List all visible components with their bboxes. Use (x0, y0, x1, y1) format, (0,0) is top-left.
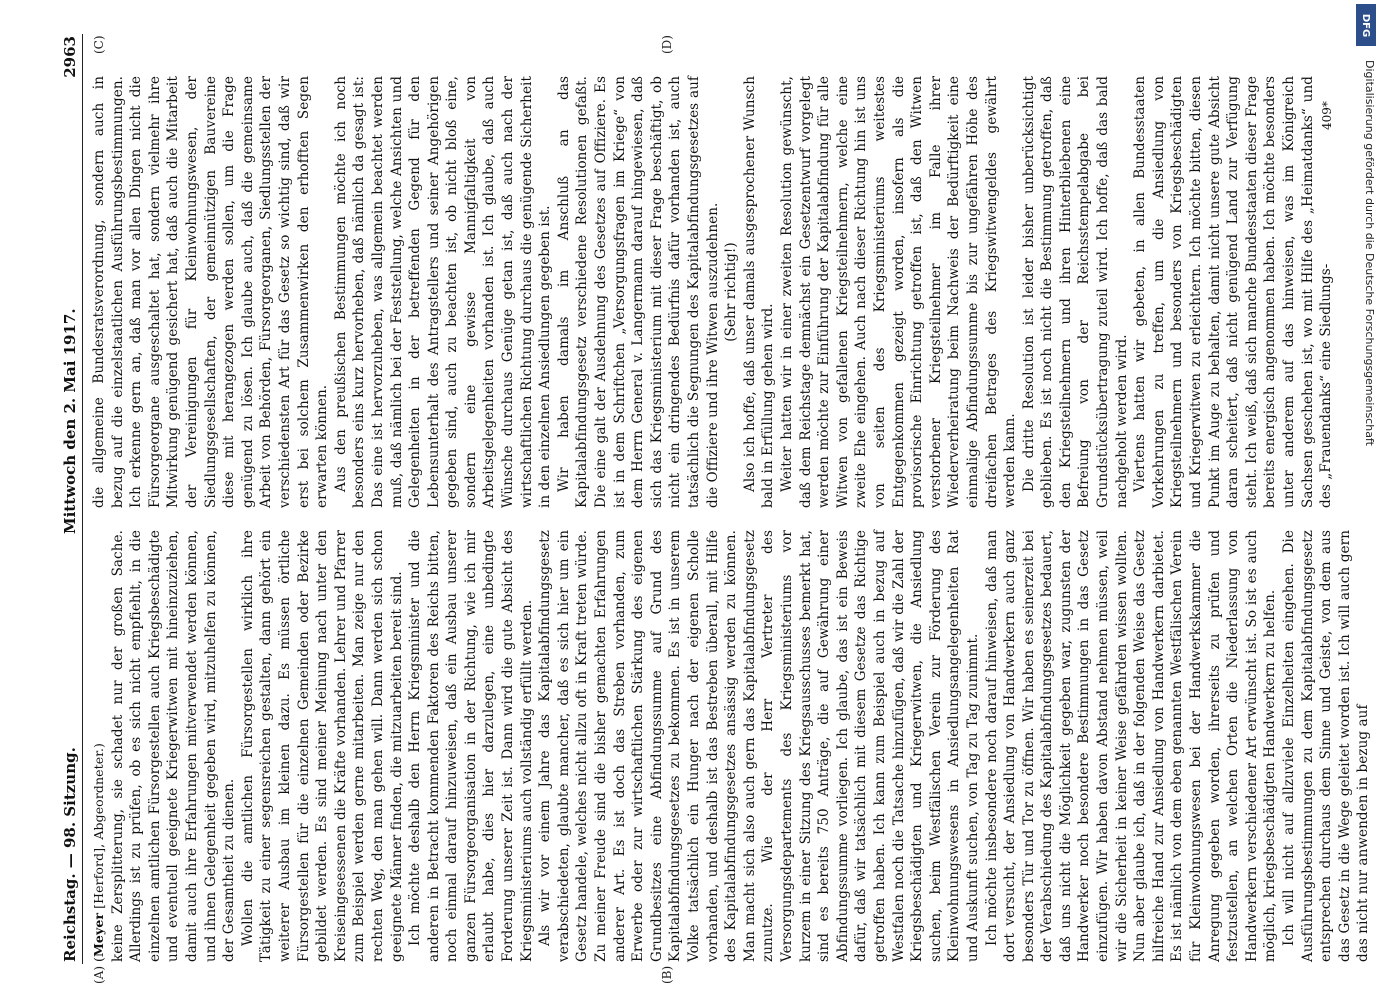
paragraph: Ich möchte deshalb den Herrn Kriegsminister und die anderen in Betracht kommenden Faktoren des Reichs bitten, noch einmal darauf hinzuweisen, daß ein Ausbau unserer ganzen Fürsorgeorganisation in der Richtung, wie ich mir erlaubt habe, dies hier darzulegen, eine unbedingte Forderung unserer Zeit ist. Dann wird die gute Absicht des Kriegsministeriums auch vollständig erfüllt werden. (407, 530, 535, 962)
paragraph: Also ich hoffe, daß unser damals ausgesprochener Wunsch bald in Erfüllung gehen wird. (741, 76, 777, 508)
paragraph: Wollen die amtlichen Fürsorgestellen wirklich ihre Tätigkeit zu einer segensreichen gestalten, dann gehört ein weiterer Ausbau im kleinen dazu. Es müssen örtliche Fürsorgestellen für die einzelnen Gemeinden oder Bezirke gebildet werden. Es sind meiner Meinung nach unter den Kreiseingesessenen die Kräfte vorhanden. Lehrer und Pfarrer zum Beispiel werden gerne mitarbeiten. Man zeige nur den rechten Weg, den man gehen will. Dann werden sich schon geeignete Männer finden, die mitzuarbeiten bereit sind. (239, 530, 405, 962)
signature-mark: 409* (1320, 101, 1334, 130)
paragraph: die allgemeine Bundesratsverordnung, sondern auch in bezug auf die einzelstaatlichen Ausführungsbestimmungen. Ich erkenne gern an, daß man vor allen Dingen nicht die Fürsorgeorgane ausgeschaltet hat, sondern vielmehr ihre Mitwirkung genügend gesichert hat, daß auch die Mitarbeit der Vereinigungen für Kleinwohnungswesen, der Siedlungsgesellschaften, der gemeinnützigen Bauvereine diese mit herangezogen werden sollen, um die Frage genügend zu lösen. Ich glaube auch, daß die gemeinsame Arbeit von Behörden, Fürsorgeorganen, Siedlungsstellen der verschiedensten Art für das Gesetz so wichtig sind, daß wir erst bei solchem Zusammenwirken den erhofften Segen erwarten können. (91, 76, 331, 508)
speaker-name: Meyer (91, 912, 106, 958)
margin-marker-a: (A) (92, 965, 106, 984)
speaker-line: (Meyer [Herford], Abgeordneter.) (91, 742, 106, 962)
paragraph: Als wir vor einem Jahre das Kapitalabfindungsgesetz verabschiedeten, glaubte mancher, daß es sich hier um ein Gesetz handele, welches nicht allzu oft in Kraft treten würde. Zu meiner Freude sind die bisher gemachten Erfahrungen anderer Art. Es ist doch das Streben vorhanden, zum Erwerbe oder zur wirtschaftlichen Stärkung des eigenen Grundbesitzes eine Abfindungssumme auf Grund des Kapitalabfindungsgesetzes zu bekommen. Es ist in unserem Volke tatsächlich ein Hunger nach der eigenen Scholle vorhanden, und deshalb ist das Bestreben überall, mit Hilfe des Kapitalabfindungsgesetzes ansässig werden zu können. Man macht sich also auch gern das Kapitalabfindungsgesetz zunutze. Wie der Herr Vertreter des Versorgungsdepartements des Kriegsministeriums vor kurzem in einer Sitzung des Kriegsausschusses bemerkt hat, sind es bereits 750 Anträge, die auf Gewährung einer Abfindungssumme vorliegen. Ich glaube, das ist ein Beweis dafür, daß wir tatsächlich mit diesem Gesetze das Richtige getroffen haben. Ich kann zum Beispiel auch in bezug auf Westfalen noch die Tatsache hinzufügen, daß wir die Zahl der Kriegsbeschädigten und Kriegerwitwen, die Ansiedlung suchen, beim Westfälischen Verein zur Förderung des Kleinwohnungswesens in Ansiedlungsangelegenheiten Rat und Auskunft suchen, von Tag zu Tag zunimmt. (537, 530, 981, 962)
margin-marker-b: (B) (660, 965, 674, 984)
margin-marker-d: (D) (660, 35, 674, 54)
dfg-logo-text: DFG (1360, 13, 1372, 37)
page-number: 2963 (61, 36, 79, 78)
left-column (90, 530, 1373, 962)
header-date: Mittwoch den 2. Mai 1917. (61, 308, 79, 534)
paragraph: Ich möchte insbesondere noch darauf hinweisen, daß man dort versucht, der Ansiedlung von Handwerkern auch ganz besonders Tür und Tor zu öffnen. Wir haben es seinerzeit bei der Verabschiedung des Kapitalabfindungsgesetzes bedauert, daß uns nicht die Möglichkeit gegeben war, zugunsten der Handwerker noch besondere Bestimmungen in das Gesetz einzufügen. Wir haben davon Abstand nehmen müssen, weil wir die Sicherheit in keiner Weise gefährden wissen wollten. Nun aber glaube ich, daß in der folgenden Weise das Gesetz hilfreiche Hand zur Ansiedlung von Handwerkern darbietet. Es ist nämlich von dem eben genannten Westfälischen Verein für Kleinwohnungswesen bei der Handwerkskammer die Anregung gegeben worden, ihrerseits zu prüfen und festzustellen, an welchen Orten die Niederlassung von Handwerkern verschiedener Art erwünscht ist. So ist es auch möglich, kriegsbeschädigten Handwerkern zu helfen. (983, 530, 1279, 962)
paragraph: Die dritte Resolution ist leider bisher unberücksichtigt geblieben. Es ist noch nicht die Bestimmung getroffen, daß den Kriegsteilnehmern und ihren Hinterbliebenen eine Befreiung von der Reichsstempelabgabe bei Grundstücksübertragung zuteil wird. Ich hoffe, daß das bald nachgeholt werden wird. (1020, 76, 1130, 508)
header-session: Reichstag. — 98. Sitzung. (61, 747, 79, 962)
speaker-detail: [Herford], Abgeordneter.) (91, 742, 106, 909)
margin-marker-c: (C) (92, 35, 106, 54)
page-header (56, 34, 83, 964)
right-column (90, 76, 1336, 508)
paragraph: Ich will nicht auf allzuviele Einzelheiten eingehen. Die Ausführungsbestimmungen zu dem Kapitalabfindungsgesetz entsprechen durchaus dem Sinne und Geiste, von dem aus das Gesetz in die Wege geleitet worden ist. Ich will auch gern das nicht nur anwenden in bezug auf (1281, 530, 1372, 962)
dfg-credit-text: Digitalisierung gefördert durch die Deutsche Forschungsgemeinschaft (1363, 60, 1376, 446)
paragraph: Weiter hatten wir in einer zweiten Resolution gewünscht, daß dem Reichstage demnächst ein Gesetzentwurf vorgelegt werden möchte zur Einführung der Kapitalabfindung für alle Witwen von gefallenen Kriegsteilnehmern, welche eine zweite Ehe eingehen. Auch nach dieser Richtung hin ist uns von seiten des Kriegsministeriums weitestes Entgegenkommen gezeigt worden, insofern als die provisorische Einrichtung getroffen ist, daß den Witwen verstorbener Kriegsteilnehmer im Falle ihrer Wiederverheiratung beim Nachweis der Bedürftigkeit eine einmalige Abfindungssumme bis zur ungefähren Höhe des dreifachen Betrages des Kriegswitwengeldes gewährt werden kann. (778, 76, 1019, 508)
interjection: (Sehr richtig!) (723, 242, 740, 342)
paragraph: keine Zersplitterung, sie schadet nur der großen Sache. Allerdings ist zu prüfen, ob es sich nicht empfiehlt, in die einzelnen amtlichen Fürsorgestellen auch Kriegsbeschädigte und eventuell geeignete Kriegerwitwen mit hineinzuziehen, damit auch ihre Erfahrungen mitverwendet werden können, und ihnen Gelegenheit gegeben wird, mitzuhelfen zu können, der Gesamtheit zu dienen. (109, 530, 238, 962)
paragraph: Aus den preußischen Bestimmungen möchte ich noch besonders eins kurz hervorheben, daß nämlich da gesagt ist: Das eine ist hervorzuheben, was allgemein beachtet werden muß, daß nämlich bei der Feststellung, welche Ansichten und Gelegenheiten in der betreffenden Gegend für den Lebensunterhalt des Antragstellers und seiner Angehörigen gegeben sind, auch zu beachten ist, ob nicht bloß eine, sondern eine gewisse Mannigfaltigkeit von Arbeitsgelegenheiten vorhanden ist. Ich glaube, daß auch Wünsche durchaus Genüge getan ist, daß auch nach der wirtschaftlichen Richtung durchaus die genügende Sicherheit in den einzelnen Ansiedlungen gegeben ist. (332, 76, 554, 508)
paragraph: Viertens hatten wir gebeten, in allen Bundesstaaten Vorkehrungen zu treffen, um die Ansiedlung von Kriegsteilnehmern und besonders von Kriegsbeschädigten und Kriegerwitwen zu erleichtern. Ich möchte bitten, diesen Punkt im Auge zu behalten, damit nicht unsere gute Absicht daran scheitert, daß nicht genügend Land zur Verfügung steht. Ich weiß, daß sich manche Bundesstaaten dieser Frage bereits energisch angenommen haben. Ich möchte besonders unter anderem auf das hinweisen, was im Königreich Sachsen geschehen ist, wo mit Hilfe des „Heimatdanks“ und des „Frauendanks“ eine Siedlungs- (1132, 76, 1335, 508)
dfg-logo-badge (1356, 4, 1376, 46)
paragraph: Wir haben damals im Anschluß an das Kapitalabfindungsgesetz verschiedene Resolutionen gefaßt. Die eine galt der Ausdehnung des Gesetzes auf Offiziere. Es ist in dem Schriftchen „Versorgungsfragen im Kriege“ von dem Herrn General v. Langermann darauf hingewiesen, daß sich das Kriegsministerium mit dieser Frage beschäftigt, ob nicht ein dringendes Bedürfnis dafür vorhanden ist, auch tatsächlich die Segnungen des Kapitalabfindungsgesetzes auf die Offiziere und ihre Witwen auszudehnen. (555, 76, 721, 508)
